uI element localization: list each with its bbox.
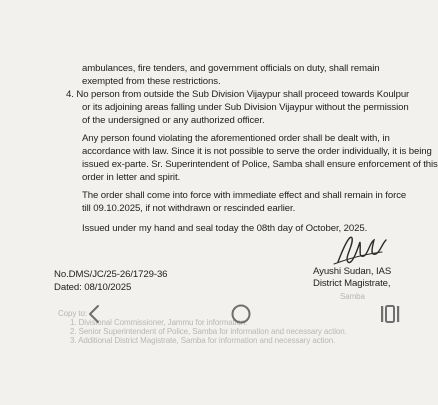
doc-line: 4. No person from outside the Sub Division Vijaypur shall proceed towards Koulpur: [66, 89, 410, 100]
doc-line: Any person found violating the aforementioned order shall be dealt with, in: [82, 133, 390, 144]
doc-line: till 09.10.2025, if not withdrawn or rescinded earlier.: [82, 203, 296, 214]
back-button[interactable]: [79, 300, 109, 328]
home-button[interactable]: [226, 300, 256, 328]
doc-line: order in letter and spirit.: [82, 172, 181, 183]
doc-line: accordance with law. Since it is not possible to serve the order individually, it is being: [82, 146, 432, 157]
doc-line: exempted from these restrictions.: [82, 76, 221, 87]
circle-home-icon: [230, 303, 252, 325]
copy-to-item: 2. Senior Superintendent of Police, Samba for information and necessary action.: [70, 327, 347, 336]
order-date: Dated: 08/10/2025: [54, 282, 132, 293]
copy-to-heading: Copy to:: [58, 309, 87, 318]
doc-line: or its adjoining areas falling under Sub Division Vijaypur without the permission: [82, 102, 409, 113]
signatory-name: Ayushi Sudan, IAS: [313, 266, 392, 277]
signatory-title: District Magistrate,: [313, 278, 391, 289]
chevron-left-icon: [87, 304, 101, 324]
signature-mark: [330, 228, 390, 270]
signatory-place: Samba: [340, 292, 365, 301]
doc-line: Issued under my hand and seal today the 08th day of October, 2025.: [82, 223, 368, 234]
android-navigation-bar: [0, 296, 426, 332]
doc-line: issued ex-parte. Sr. Superintendent of Police, Samba shall ensure enforcement of this: [82, 159, 438, 170]
copy-to-item: 1. Divisional Commissioner, Jammu for information.: [70, 318, 248, 327]
order-number: No.DMS/JC/25-26/1729-36: [54, 269, 168, 280]
copy-to-item: 3. Additional District Magistrate, Samba for information and necessary action.: [70, 336, 336, 345]
recents-button[interactable]: [375, 300, 405, 328]
recents-bars-icon: [379, 304, 401, 324]
doc-line: of the undersigned or any authorized officer.: [82, 115, 265, 126]
doc-line: The order shall come into force with immediate effect and shall remain in force: [82, 190, 407, 201]
doc-line: ambulances, fire tenders, and government officials on duty, shall remain: [82, 63, 380, 74]
